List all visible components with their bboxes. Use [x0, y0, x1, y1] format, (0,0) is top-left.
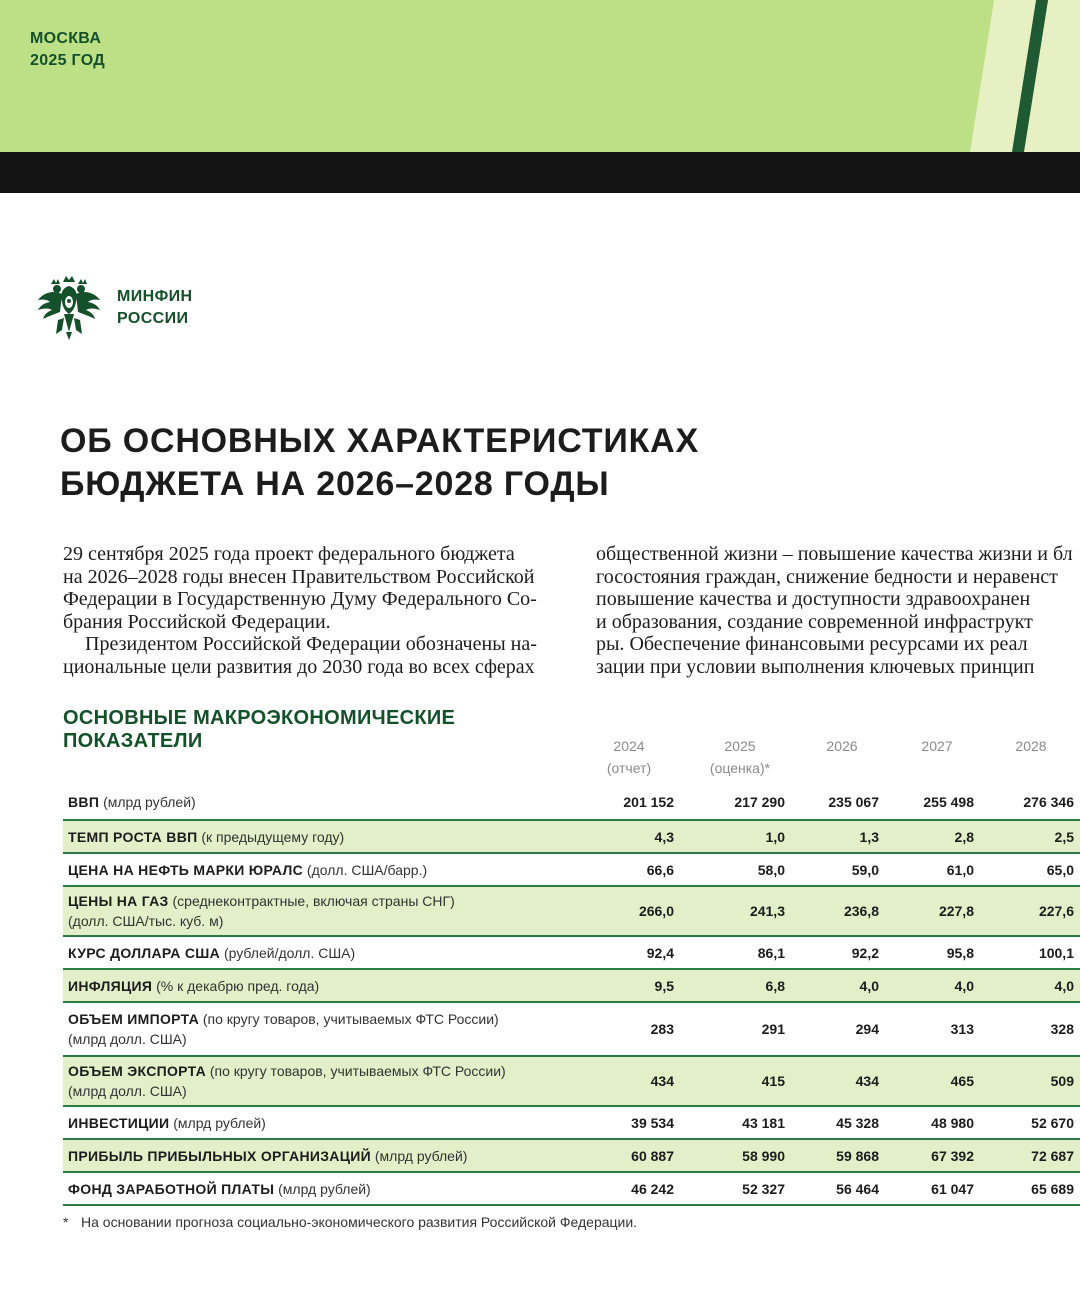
table-cell: 283 — [650, 1021, 674, 1037]
table-cell: 2,5 — [1054, 828, 1074, 845]
year-note: (отчет) — [606, 760, 652, 776]
table-cell: 72 687 — [1031, 1147, 1074, 1164]
intro-line: госостояния граждан, снижение бедности и неравенст — [596, 565, 1058, 588]
table-row — [63, 1139, 1080, 1172]
intro-line: 29 сентября 2025 года проект федерального бюджета — [63, 543, 515, 565]
table-cell: 48 980 — [931, 1114, 974, 1131]
year-header-2026 — [797, 735, 887, 757]
table-cell: 56 464 — [836, 1180, 879, 1197]
row-unit: (млрд рублей) — [103, 794, 196, 810]
table-cell: 4,0 — [1054, 977, 1074, 994]
table-cell: 4,0 — [954, 977, 974, 994]
row-unit: (% к декабрю пред. года) — [156, 977, 320, 994]
table-cell: 45 328 — [836, 1114, 879, 1131]
row-label — [63, 1106, 568, 1139]
row-name: ИНФЛЯЦИЯ — [68, 977, 153, 994]
row-label — [63, 1002, 568, 1056]
row-unit-line2: (долл. США/тыс. куб. м) — [68, 913, 224, 929]
ministry-line1: МИНФИН — [117, 288, 193, 305]
year-header-2025 — [695, 735, 785, 779]
row-label — [63, 886, 568, 936]
row-label — [63, 785, 568, 820]
table-cell: 61 047 — [931, 1180, 974, 1197]
table-cell: 46 242 — [631, 1180, 674, 1197]
table-cell: 6,8 — [765, 977, 785, 994]
ministry-line2: РОССИИ — [117, 310, 189, 327]
row-label — [63, 1056, 568, 1106]
table-cell: 1,0 — [765, 828, 785, 845]
table-row — [63, 785, 1080, 820]
row-unit: (млрд рублей) — [278, 1180, 371, 1197]
row-name: ОБЪЕМ ЭКСПОРТА — [68, 1063, 206, 1079]
intro-line: на 2026–2028 годы внесен Правительством Российской — [63, 565, 535, 588]
table-cell: 4,3 — [654, 828, 674, 845]
section-title-line2: ПОКАЗАТЕЛИ — [63, 730, 203, 752]
table-cell: 509 — [1050, 1073, 1074, 1089]
table-cell: 9,5 — [654, 977, 674, 994]
row-unit-line2: (млрд долл. США) — [68, 1083, 187, 1099]
table-cell: 236,8 — [843, 903, 879, 919]
row-label — [63, 1139, 568, 1172]
table-cell: 60 887 — [631, 1147, 674, 1164]
year-header-2024 — [584, 735, 674, 779]
table-row — [63, 853, 1080, 886]
intro-line: Федерации в Государственную Думу Федерального Со- — [63, 588, 537, 610]
row-unit: (среднеконтрактные, включая страны СНГ) — [172, 893, 455, 909]
row-label — [63, 853, 568, 886]
row-name: КУРС ДОЛЛАРА США — [68, 944, 221, 961]
row-unit: (к предыдущему году) — [201, 828, 345, 845]
table-cell: 67 392 — [931, 1147, 974, 1164]
row-unit: (млрд рублей) — [173, 1114, 266, 1131]
table-cell: 1,3 — [859, 828, 879, 845]
row-label — [63, 820, 568, 853]
footnote-text: На основании прогноза социально-экономического развития Российской Федерации. — [81, 1214, 638, 1230]
table-cell: 66,6 — [646, 861, 674, 878]
table-row — [63, 1002, 1080, 1056]
table-cell: 266,0 — [638, 903, 674, 919]
table-cell: 52 327 — [742, 1180, 785, 1197]
table-cell: 61,0 — [946, 861, 974, 878]
intro-column-left — [63, 543, 575, 678]
table-cell: 255 498 — [923, 794, 974, 810]
row-unit: (рублей/долл. США) — [223, 944, 356, 961]
row-unit: (долл. США/барр.) — [306, 861, 428, 878]
year-label: 2024 — [613, 738, 645, 754]
row-label — [63, 1172, 568, 1205]
row-name: ПРИБЫЛЬ ПРИБЫЛЬНЫХ ОРГАНИЗАЦИЙ — [68, 1147, 371, 1164]
table-cell: 227,6 — [1038, 903, 1074, 919]
row-name: ОБЪЕМ ИМПОРТА — [68, 1011, 199, 1027]
table-cell: 39 534 — [631, 1114, 674, 1131]
intro-line: циональные цели развития до 2030 года во всех сферах — [63, 655, 535, 678]
table-row — [63, 969, 1080, 1002]
header-city: МОСКВА — [30, 30, 102, 47]
header-location — [30, 28, 105, 72]
row-unit: (млрд рублей) — [374, 1147, 468, 1164]
header-year: 2025 ГОД — [30, 52, 105, 69]
table-cell: 434 — [650, 1073, 674, 1089]
table-cell: 58,0 — [757, 861, 785, 878]
page-title — [60, 420, 1040, 506]
table-cell: 100,1 — [1038, 944, 1074, 961]
table-row — [63, 886, 1080, 936]
section-title-line1: ОСНОВНЫЕ МАКРОЭКОНОМИЧЕСКИЕ — [63, 707, 456, 729]
year-label: 2025 — [724, 738, 756, 754]
table-cell: 328 — [1050, 1021, 1074, 1037]
row-name: ЦЕНЫ НА ГАЗ — [68, 893, 169, 909]
table-cell: 201 152 — [623, 794, 674, 810]
table-row — [63, 936, 1080, 969]
table-cell: 65 689 — [1031, 1180, 1074, 1197]
table-cell: 227,8 — [938, 903, 974, 919]
row-name: ИНВЕСТИЦИИ — [68, 1114, 170, 1131]
table-cell: 2,8 — [954, 828, 974, 845]
table-cell: 92,4 — [646, 944, 674, 961]
macro-indicators-table — [63, 785, 1080, 1206]
intro-line: повышение качества и доступности здравоохранен — [596, 588, 1031, 610]
table-cell: 313 — [950, 1021, 974, 1037]
table-row — [63, 1106, 1080, 1139]
table-cell: 95,8 — [946, 944, 974, 961]
table-cell: 43 181 — [742, 1114, 785, 1131]
table-cell: 235 067 — [828, 794, 879, 810]
row-name: ТЕМП РОСТА ВВП — [68, 828, 198, 845]
intro-line: Президентом Российской Федерации обозначены на- — [85, 633, 537, 655]
table-row — [63, 1056, 1080, 1106]
table-row — [63, 820, 1080, 853]
table-cell: 86,1 — [757, 944, 785, 961]
table-row — [63, 1172, 1080, 1205]
table-cell: 59,0 — [851, 861, 879, 878]
row-unit: (по кругу товаров, учитываемых ФТС России) — [202, 1011, 499, 1027]
section-title — [63, 707, 523, 753]
intro-line: брания Российской Федерации. — [63, 610, 331, 633]
table-cell: 59 868 — [836, 1147, 879, 1164]
table-cell: 276 346 — [1023, 794, 1074, 810]
table-cell: 92,2 — [851, 944, 879, 961]
year-label: 2028 — [1015, 738, 1047, 754]
intro-line: зации при условии выполнения ключевых принцип — [596, 655, 1035, 678]
year-label: 2026 — [826, 738, 858, 754]
table-cell: 4,0 — [859, 977, 879, 994]
table-cell: 65,0 — [1046, 861, 1074, 878]
table-cell: 291 — [761, 1021, 785, 1037]
row-name: ВВП — [68, 794, 100, 810]
row-name: ЦЕНА НА НЕФТЬ МАРКИ ЮРАЛС — [68, 861, 304, 878]
table-cell: 465 — [950, 1073, 974, 1089]
table-cell: 58 990 — [742, 1147, 785, 1164]
row-unit: (по кругу товаров, учитываемых ФТС России) — [209, 1063, 506, 1079]
footnote — [63, 1214, 637, 1230]
ministry-name — [117, 286, 193, 330]
table-cell: 434 — [855, 1073, 879, 1089]
year-label: 2027 — [921, 738, 953, 754]
table-cell: 415 — [761, 1073, 785, 1089]
footnote-mark: * — [63, 1214, 69, 1230]
row-label — [63, 969, 568, 1002]
intro-line: ры. Обеспечение финансовыми ресурсами их реал — [596, 633, 1028, 655]
table-cell: 217 290 — [734, 794, 785, 810]
row-name: ФОНД ЗАРАБОТНОЙ ПЛАТЫ — [68, 1180, 275, 1197]
header-banner — [0, 0, 1080, 152]
header-black-bar — [0, 152, 1080, 193]
table-cell: 294 — [855, 1021, 879, 1037]
year-header-2028 — [986, 735, 1076, 757]
title-line2: БЮДЖЕТА НА 2026–2028 ГОДЫ — [60, 465, 610, 503]
double-headed-eagle-icon — [36, 272, 102, 342]
year-header-2027 — [892, 735, 982, 757]
table-cell: 241,3 — [749, 903, 785, 919]
year-note: (оценка)* — [709, 760, 771, 776]
title-line1: ОБ ОСНОВНЫХ ХАРАКТЕРИСТИКАХ — [60, 422, 699, 460]
intro-line: общественной жизни – повышение качества жизни и бл — [596, 543, 1073, 565]
intro-column-right — [596, 543, 1080, 678]
row-unit-line2: (млрд долл. США) — [68, 1031, 187, 1047]
intro-line: и образования, создание современной инфраструкт — [596, 610, 1033, 633]
table-cell: 52 670 — [1031, 1114, 1074, 1131]
row-label — [63, 936, 568, 969]
